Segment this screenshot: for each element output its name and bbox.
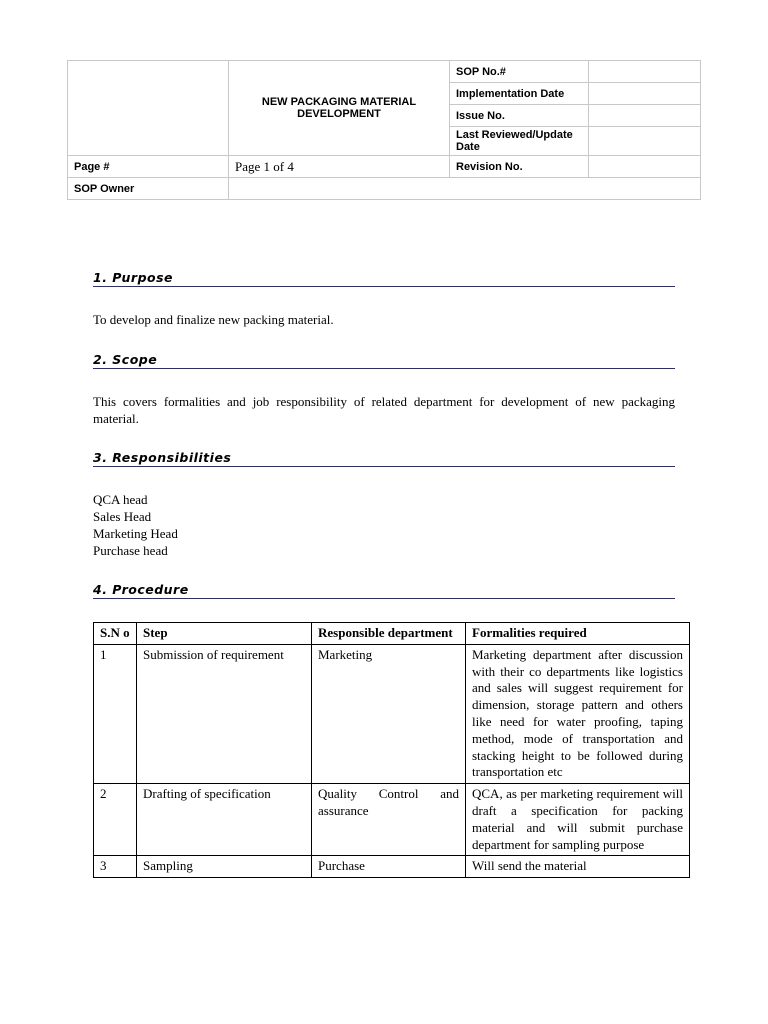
document-title: NEW PACKAGING MATERIAL DEVELOPMENT <box>229 61 450 156</box>
formalities-cell: Will send the material <box>466 856 690 878</box>
table-row <box>94 644 690 783</box>
sno-cell: 3 <box>94 856 137 878</box>
step-cell: Sampling <box>137 856 312 878</box>
formalities-cell: QCA, as per marketing requirement will draft a specification for packing material and will submit purchase department for sampling purpose <box>466 784 690 856</box>
scope-text: This covers formalities and job responsibility of related department for development of new packaging material. <box>93 394 675 426</box>
step-cell: Drafting of specification <box>137 784 312 856</box>
dept-cell: Quality Control and assurance <box>312 784 466 856</box>
purpose-text: To develop and finalize new packing material. <box>93 312 334 327</box>
page-value: Page 1 of 4 <box>229 156 450 178</box>
column-header: Responsible department <box>312 623 466 645</box>
scope-heading: 2. Scope <box>93 352 675 369</box>
sno-cell: 1 <box>94 644 137 783</box>
column-header: Formalities required <box>466 623 690 645</box>
revision-no-value <box>589 156 701 178</box>
issue-no-label: Issue No. <box>450 105 589 127</box>
responsibilities-list <box>93 491 675 559</box>
purpose-heading: 1. Purpose <box>93 270 675 287</box>
column-header: Step <box>137 623 312 645</box>
last-reviewed-value <box>589 127 701 156</box>
procedure-table <box>93 622 690 878</box>
implementation-date-label: Implementation Date <box>450 83 589 105</box>
list-item: Sales Head <box>93 509 152 524</box>
revision-no-label: Revision No. <box>450 156 589 178</box>
responsibilities-heading: 3. Responsibilities <box>93 450 675 467</box>
list-item: Purchase head <box>93 543 168 558</box>
dept-cell: Marketing <box>312 644 466 783</box>
implementation-date-value <box>589 83 701 105</box>
sop-owner-value <box>229 178 701 200</box>
table-header-row <box>94 623 690 645</box>
logo-cell <box>68 61 229 156</box>
column-header: S.N o <box>94 623 137 645</box>
table-row <box>94 784 690 856</box>
list-item: Marketing Head <box>93 526 178 541</box>
procedure-heading: 4. Procedure <box>93 582 675 599</box>
step-cell: Submission of requirement <box>137 644 312 783</box>
formalities-cell: Marketing department after discussion with their co departments like logistics and sales will suggest requirement for dimension, storage pattern and others like need for water proofing, taping method, mode of transportation and stacking height to be followed during transportation etc <box>466 644 690 783</box>
sop-header-table <box>67 60 701 200</box>
sop-owner-label: SOP Owner <box>68 178 229 200</box>
issue-no-value <box>589 105 701 127</box>
list-item: QCA head <box>93 492 148 507</box>
page-label: Page # <box>68 156 229 178</box>
sno-cell: 2 <box>94 784 137 856</box>
table-row <box>94 856 690 878</box>
last-reviewed-label: Last Reviewed/Update Date <box>450 127 589 156</box>
sop-no-value <box>589 61 701 83</box>
sop-no-label: SOP No.# <box>450 61 589 83</box>
dept-cell: Purchase <box>312 856 466 878</box>
